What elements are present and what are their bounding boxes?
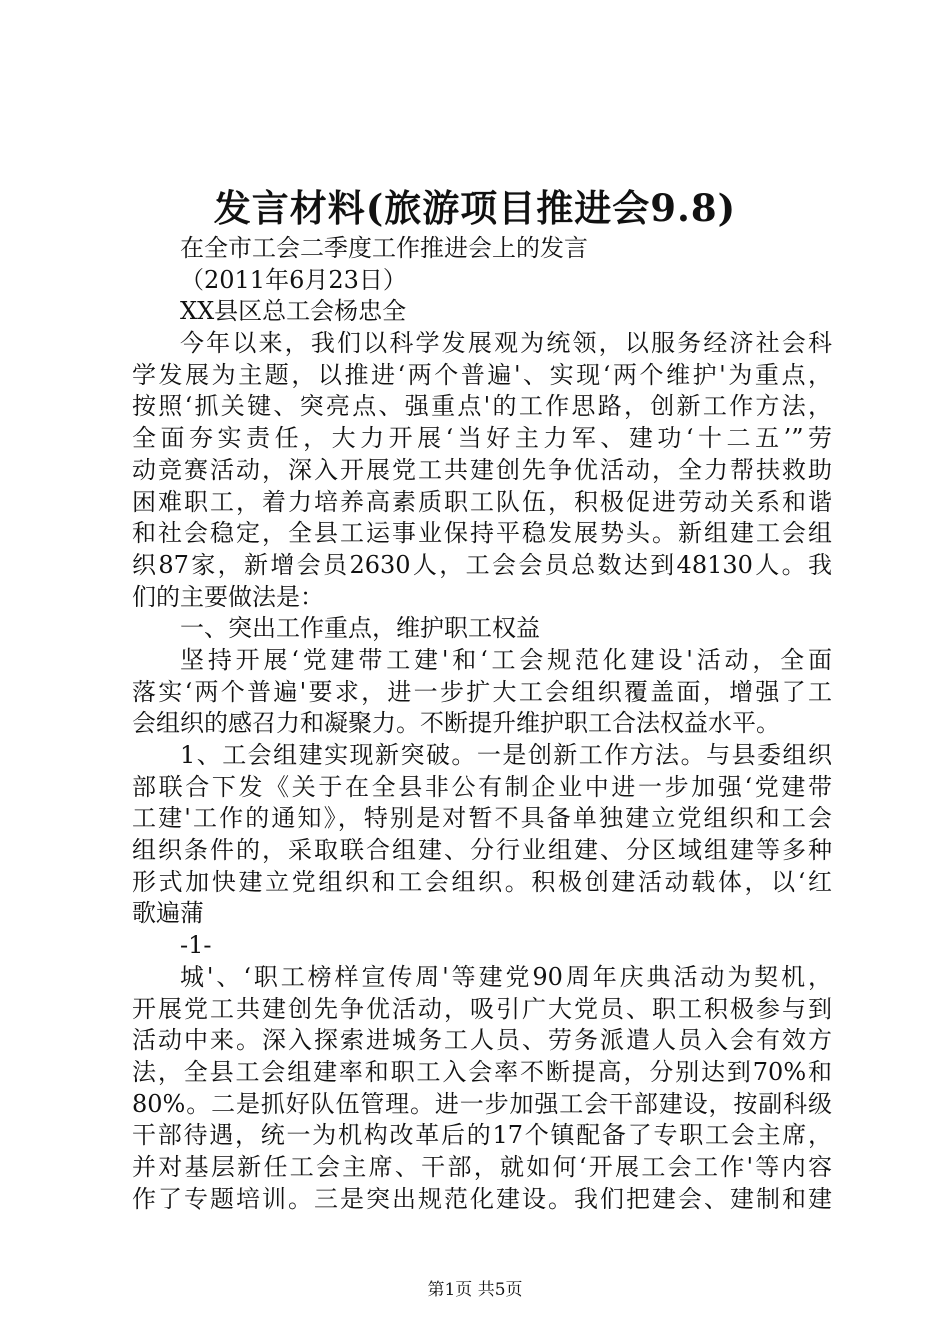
paragraph-line: 法，全县工会组建率和职工入会率不断提高，分别达到70%和 (132, 1057, 832, 1086)
paragraph-line: 织87家，新增会员2630人，工会会员总数达到48130人。我 (132, 550, 832, 579)
paragraph-line: 落实‘两个普遍'要求，进一步扩大工会组织覆盖面，增强了工 (132, 677, 832, 706)
paragraph-line: 今年以来，我们以科学发展观为统领，以服务经济社会科 (180, 329, 832, 358)
paragraph-line: 按照‘抓关键、突亮点、强重点'的工作思路，创新工作方法， (132, 392, 832, 421)
paragraph-line: 干部待遇，统一为机构改革后的17个镇配备了专职工会主席， (132, 1121, 832, 1150)
speaker-line: XX县区总工会杨忠全 (180, 297, 407, 326)
paragraph-line: 和社会稳定，全县工运事业保持平稳发展势头。新组建工会组 (132, 519, 832, 548)
paragraph-line: 学发展为主题，以推进‘两个普遍'、实现‘两个维护'为重点， (132, 360, 832, 389)
document-body (132, 233, 832, 1215)
paragraph-line: 形式加快建立党组织和工会组织。积极创建活动载体，以‘红 (132, 867, 832, 896)
paragraph-line: 困难职工，着力培养高素质职工队伍，积极促进劳动关系和谐 (132, 487, 832, 516)
paragraph-line: 作了专题培训。三是突出规范化建设。我们把建会、建制和建 (132, 1184, 832, 1213)
inline-page-marker: -1- (180, 931, 212, 960)
paragraph-line: 组织条件的，采取联合组建、分行业组建、分区域组建等多种 (132, 836, 832, 865)
paragraph-line: 部联合下发《关于在全县非公有制企业中进一步加强‘党建带 (132, 772, 832, 801)
paragraph-line: 活动中来。深入探索进城务工人员、劳务派遣人员入会有效方 (132, 1026, 832, 1055)
speech-date: （2011年6月23日） (180, 265, 407, 294)
paragraph-line: 歌遍蒲 (132, 899, 204, 928)
paragraph-line: 会组织的感召力和凝聚力。不断提升维护职工合法权益水平。 (132, 709, 780, 738)
paragraph-line: 开展党工共建创先争优活动，吸引广大党员、职工积极参与到 (132, 994, 832, 1023)
document-title: 发言材料(旅游项目推进会9.8) (213, 186, 737, 230)
paragraph-line: 动竞赛活动，深入开展党工共建创先争优活动，全力帮扶救助 (132, 455, 832, 484)
section-heading: 一、突出工作重点，维护职工权益 (180, 614, 540, 643)
paragraph-line: 工建'工作的通知》，特别是对暂不具备单独建立党组织和工会 (132, 804, 832, 833)
paragraph-line: 们的主要做法是： (132, 582, 324, 611)
speech-heading: 在全市工会二季度工作推进会上的发言 (180, 234, 588, 262)
paragraph-line: 并对基层新任工会主席、干部，就如何‘开展工会工作'等内容 (132, 1152, 832, 1181)
paragraph-line: 1、工会组建实现新突破。一是创新工作方法。与县委组织 (180, 741, 832, 769)
page-footer: 第1页 共5页 (427, 1280, 523, 1300)
paragraph-line: 坚持开展‘党建带工建'和‘工会规范化建设'活动，全面 (180, 645, 832, 674)
paragraph-line: 全面夯实责任，大力开展‘当好主力军、建功‘十二五’”劳 (132, 424, 832, 453)
paragraph-line: 城'、‘职工榜样宣传周'等建党90周年庆典活动为契机， (180, 962, 832, 991)
paragraph-line: 80%。二是抓好队伍管理。进一步加强工会干部建设，按副科级 (132, 1089, 832, 1118)
